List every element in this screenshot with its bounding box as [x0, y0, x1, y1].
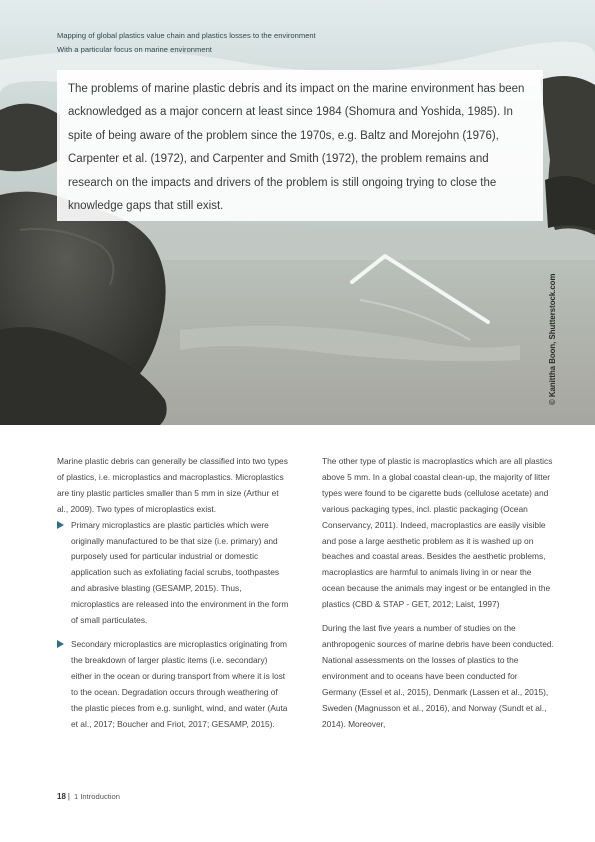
list-item-secondary-microplastics — [57, 637, 289, 732]
running-head — [57, 29, 477, 56]
callout-text: The problems of marine plastic debris and its impact on the marine environment has been acknowledged as a major concern at least since 1984 (Shomura and Yoshida, 1985). In spite of being aware of the problem since the 1970s, e.g. Baltz and Morejohn (1976), Carpenter et al. (1972), and Carpenter and Smith (1972), the problem remains and research on the impacts and drivers of the problem is still ongoing trying to close the knowledge gaps that still exist. — [68, 83, 525, 213]
studies-paragraph: During the last five years a number of studies on the anthropogenic sources of marine debris have been conducted. National assessments on the losses of plastics to the environment and to oceans have been conducted for Germany (Essel et al., 2015), Denmark (Lassen et al., 2015), Sweden (Magnusson et al., 2016), and Norway (Sundt et al., 2014). Moreover, — [322, 623, 554, 729]
right-column — [322, 454, 554, 732]
list-item-primary-microplastics — [57, 518, 289, 629]
page-number: 18 — [57, 792, 66, 801]
microplastics-bullet-list — [57, 518, 289, 733]
microplastics-intro-paragraph: Marine plastic debris can generally be classified into two types of plastics, i.e. microplastics and macroplastics. Microplastics are tiny plastic particles smaller than 5 mm in size (Arthur et al., 2009). Two types of microplastics exist. — [57, 456, 288, 514]
bullet-text: Secondary microplastics are microplastics originating from the breakdown of larger plastic items (i.e. secondary) either in the ocean or during transport from where it is lost to the ocean. Degradation occurs through weathering of the plastic pieces from e.g. sunlight, wind, and water (Auta et al., 2017; Boucher and Friot, 2017; GESAMP, 2015). — [71, 638, 288, 729]
page-footer — [57, 792, 120, 801]
triangle-bullet-icon — [57, 640, 64, 648]
running-head-title: Mapping of global plastics value chain and plastics losses to the environment — [57, 31, 316, 40]
intro-callout-box — [57, 70, 543, 221]
left-column — [57, 454, 289, 732]
running-head-subtitle: With a particular focus on marine environment — [57, 44, 212, 54]
photo-credit: © Kanittha Boon, Shutterstock.com — [548, 273, 557, 405]
bullet-text: Primary microplastics are plastic particles which were originally manufactured to be that size (i.e. primary) and purposely used for particular industrial or domestic application such as exfoliating facial scrubs, toothpastes and abrasive blasting (GESAMP, 2015). Thus, microplastics are released into the environment in the form of small particulates. — [71, 519, 289, 626]
triangle-bullet-icon — [57, 521, 64, 529]
macroplastics-paragraph: The other type of plastic is macroplastics which are all plastics above 5 mm. In a global coastal clean-up, the majority of litter types were found to be cigarette buds (cellulose acetate) and various packaging types, incl. plastic packaging (Ocean Conservancy, 2011). Indeed, macroplastics are easily visible and pose a large aesthetic problem as it is washed up on beaches and coastal areas. Besides the aesthetic problems, macroplastics are harmful to animals living in or near the ocean because the animals may ingest or be entangled in the plastics (CBD & STAP - GET, 2012; Laist, 1997) — [322, 456, 553, 610]
footer-separator: | — [67, 792, 70, 801]
footer-section-title: 1 Introduction — [73, 792, 120, 801]
